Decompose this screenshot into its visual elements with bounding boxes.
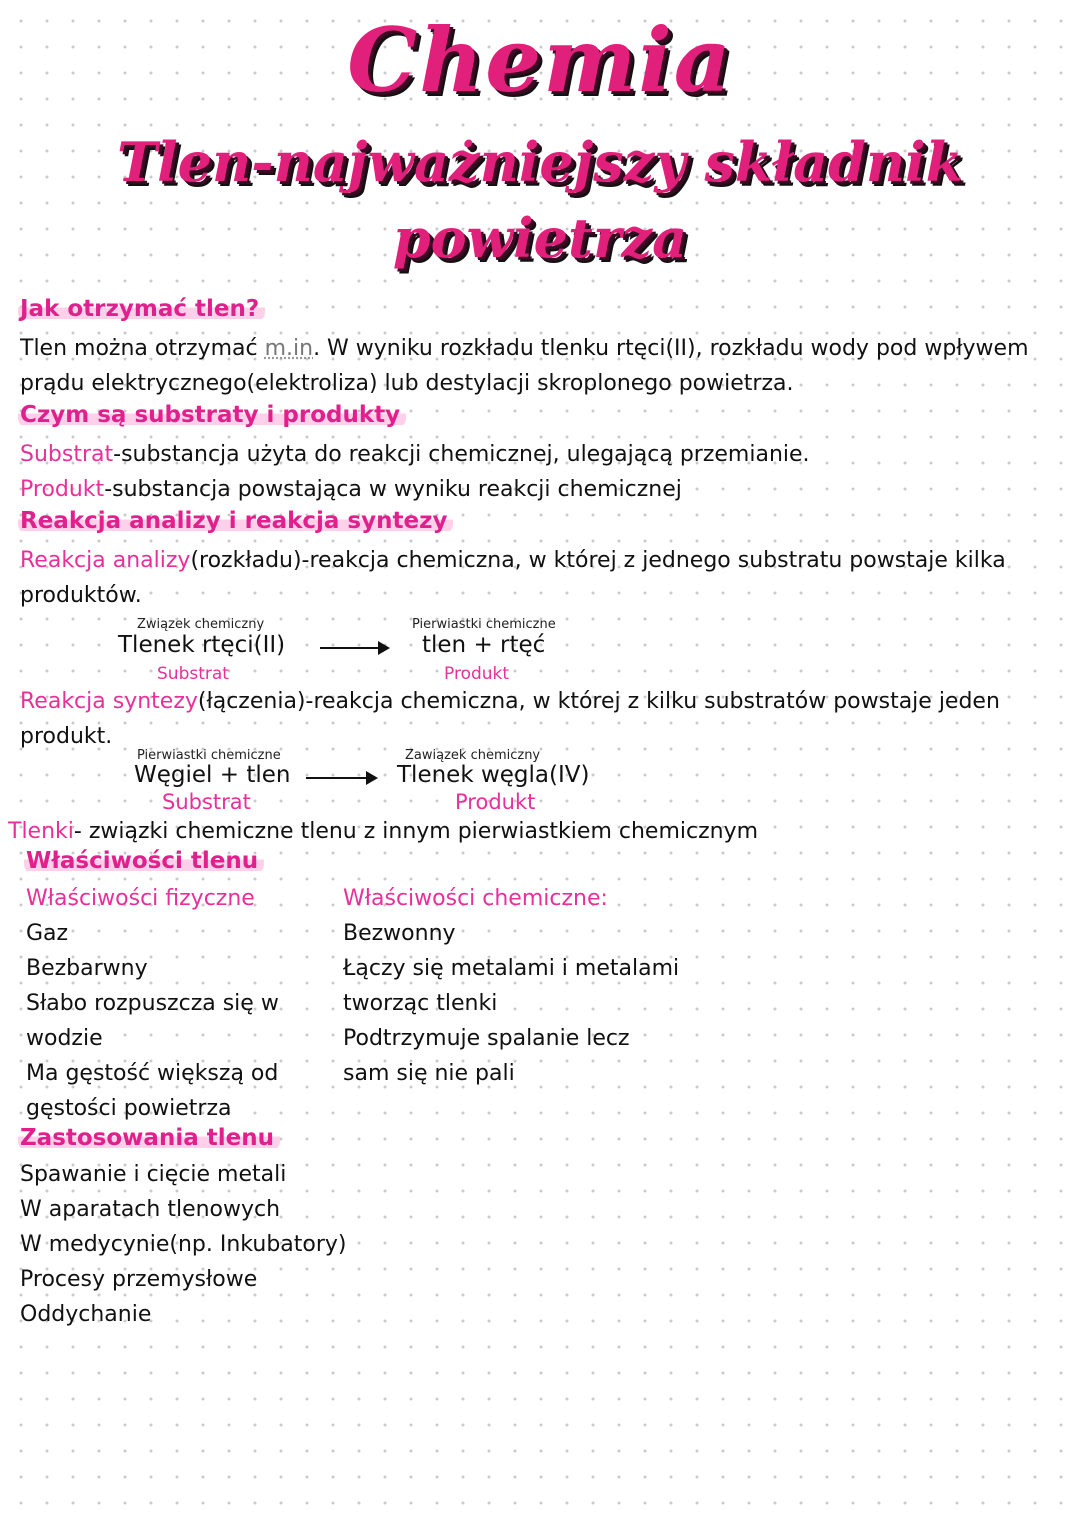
list-item: sam się nie pali bbox=[343, 1061, 515, 1086]
page-subtitle-line2: powietrza bbox=[392, 206, 688, 270]
list-item: Procesy przemysłowe bbox=[20, 1267, 258, 1292]
physical-properties-list bbox=[26, 881, 279, 1126]
term: Tlenki bbox=[8, 819, 74, 844]
list-item: Podtrzymuje spalanie lecz bbox=[343, 1026, 630, 1051]
heading-analysis-synthesis: Reakcja analizy i reakcja syntezy bbox=[18, 508, 453, 534]
paragraph-line: prądu elektrycznego(elektroliza) lub destylacji skroplonego powietrza. bbox=[20, 371, 794, 396]
definition-substrat bbox=[20, 437, 810, 472]
heading-how-to-get-oxygen: Jak otrzymać tlen? bbox=[18, 296, 265, 322]
term: Produkt bbox=[20, 477, 105, 502]
definition: (łączenia)-reakcja chemiczna, w której z kilku substratów powstaje jeden bbox=[197, 689, 1000, 714]
physical-header: Właściwości fizyczne bbox=[26, 886, 255, 911]
paragraph-line bbox=[20, 331, 1029, 366]
term: Substrat bbox=[20, 442, 114, 467]
underlined-abbrev: m.in bbox=[264, 336, 314, 361]
list-item: Oddychanie bbox=[20, 1302, 152, 1327]
eq1-left: Tlenek rtęci(II) bbox=[118, 632, 286, 658]
page-title: Chemia bbox=[347, 8, 733, 112]
term: Reakcja syntezy bbox=[20, 689, 198, 714]
applications-list bbox=[20, 1157, 347, 1332]
definition-tlenki bbox=[8, 814, 758, 849]
list-item: Gaz bbox=[26, 921, 69, 946]
list-item: Bezwonny bbox=[343, 921, 456, 946]
definition: (rozkładu)-reakcja chemiczna, w której z jednego substratu powstaje kilka bbox=[190, 548, 1006, 573]
list-item: Ma gęstość większą od bbox=[26, 1061, 279, 1086]
list-item: wodzie bbox=[26, 1026, 103, 1051]
chemical-header: Właściwości chemiczne: bbox=[343, 886, 608, 911]
list-item: Bezbarwny bbox=[26, 956, 148, 981]
list-item: Łączy się metalami i metalami bbox=[343, 956, 680, 981]
eq1-left-sub: Substrat bbox=[157, 664, 229, 684]
definition-synteza-cont: produkt. bbox=[20, 724, 113, 749]
term: Reakcja analizy bbox=[20, 548, 191, 573]
heading-properties: Właściwości tlenu bbox=[24, 848, 264, 874]
definition: - związki chemiczne tlenu z innym pierwiastkiem chemicznym bbox=[73, 819, 759, 844]
list-item: W medycynie(np. Inkubatory) bbox=[20, 1232, 347, 1257]
text: . W wyniku rozkładu tlenku rtęci(II), rozkładu wody pod wpływem bbox=[313, 336, 1029, 361]
list-item: W aparatach tlenowych bbox=[20, 1197, 281, 1222]
eq2-right-label: Zawiązek chemiczny bbox=[405, 748, 541, 763]
eq1-right-sub: Produkt bbox=[444, 664, 510, 684]
definition: -substancja użyta do reakcji chemicznej, ulegającą przemianie. bbox=[113, 442, 810, 467]
definition-produkt bbox=[20, 472, 682, 507]
eq1-right: tlen + rtęć bbox=[422, 632, 546, 658]
definition-analiza-cont: produktów. bbox=[20, 583, 142, 608]
eq2-left-sub: Substrat bbox=[162, 790, 251, 814]
definition: -substancja powstająca w wyniku reakcji chemicznej bbox=[104, 477, 682, 502]
chemical-properties-list bbox=[343, 881, 679, 1091]
list-item: gęstości powietrza bbox=[26, 1096, 232, 1121]
eq1-left-label: Związek chemiczny bbox=[137, 617, 265, 632]
reaction-arrow-icon bbox=[320, 647, 388, 649]
eq2-left: Węgiel + tlen bbox=[134, 762, 291, 788]
definition-synteza bbox=[20, 684, 1000, 719]
page-subtitle-line1: Tlen-najważniejszy składnik bbox=[116, 130, 964, 194]
list-item: tworząc tlenki bbox=[343, 991, 498, 1016]
eq2-right: Tlenek węgla(IV) bbox=[397, 762, 590, 788]
definition-analiza bbox=[20, 543, 1006, 578]
list-item: Spawanie i cięcie metali bbox=[20, 1162, 287, 1187]
eq2-left-label: Pierwiastki chemiczne bbox=[137, 748, 281, 763]
heading-applications: Zastosowania tlenu bbox=[18, 1125, 280, 1151]
eq2-right-sub: Produkt bbox=[455, 790, 536, 814]
heading-substrates-products: Czym są substraty i produkty bbox=[18, 402, 406, 428]
list-item: Słabo rozpuszcza się w bbox=[26, 991, 279, 1016]
eq1-right-label: Pierwiastki chemiczne bbox=[412, 617, 556, 632]
reaction-arrow-icon bbox=[306, 777, 376, 779]
text: Tlen można otrzymać bbox=[20, 336, 265, 361]
